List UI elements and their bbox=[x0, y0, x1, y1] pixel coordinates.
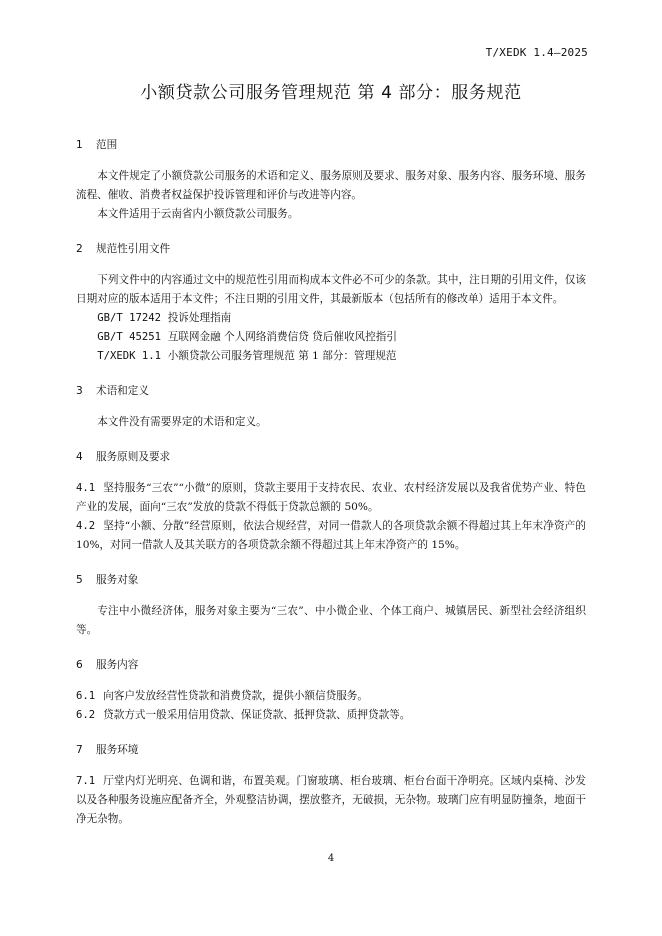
section-number: 4 bbox=[76, 451, 83, 463]
clause bbox=[76, 479, 586, 517]
paragraph: 下列文件中的内容通过文中的规范性引用而构成本文件必不可少的条款。其中，注日期的引用文件，仅该日期对应的版本适用于本文件；不注日期的引用文件，其最新版本（包括所有的修改单）适用于本文件。 bbox=[76, 274, 586, 305]
reference-name: 投诉处理指南 bbox=[167, 312, 232, 324]
clause-text: 厅堂内灯光明亮、色调和谐，布置美观。门窗玻璃、柜台玻璃、柜台台面干净明亮。区域内桌椅、沙发以及各种服务设施应配备齐全，外观整洁协调，摆放整齐，无破损，无杂物。玻璃门应有明显防撞条，地面干净无杂物。 bbox=[76, 775, 586, 825]
clause-text: 坚持服务“三农”“小微”的原则，贷款主要用于支持农民、农业、农村经济发展以及我省优势产业、特色产业的发展，面向“三农”发放的贷款不得低于贷款总额的 50%。 bbox=[76, 482, 586, 513]
section-title: 服务内容 bbox=[96, 659, 139, 671]
clause-text: 坚持“小额、分散”经营原则，依法合规经营，对同一借款人的各项贷款余额不得超过其上年末净资产的 10%，对同一借款人及其关联方的各项贷款余额不得超过其上年末净资产的 15%。 bbox=[76, 520, 586, 551]
section-number: 5 bbox=[76, 574, 83, 586]
paragraph: 本文件适用于云南省内小额贷款公司服务。 bbox=[97, 208, 299, 220]
clause bbox=[76, 517, 586, 555]
reference-item bbox=[76, 347, 586, 366]
section-title: 服务环境 bbox=[96, 744, 139, 756]
section-heading bbox=[76, 448, 586, 467]
section-heading bbox=[76, 656, 586, 675]
document-code: T/XEDK 1.4—2025 bbox=[485, 46, 588, 59]
section-heading bbox=[76, 136, 586, 155]
page-number: 4 bbox=[327, 853, 335, 864]
section-heading bbox=[76, 741, 586, 760]
section-title: 服务原则及要求 bbox=[96, 451, 171, 463]
reference-code: GB/T 45251 bbox=[97, 331, 161, 343]
clause-number: 6.1 bbox=[76, 690, 96, 702]
reference-code: T/XEDK 1.1 bbox=[97, 350, 161, 362]
document-body bbox=[76, 136, 586, 829]
section-heading bbox=[76, 382, 586, 401]
section-number: 2 bbox=[76, 243, 83, 255]
section-number: 6 bbox=[76, 659, 83, 671]
section-number: 1 bbox=[76, 139, 83, 151]
document-title: 小额贷款公司服务管理规范 第 4 部分：服务规范 bbox=[140, 83, 522, 103]
section-heading bbox=[76, 571, 586, 590]
section-title: 范围 bbox=[96, 139, 118, 151]
clause bbox=[76, 687, 586, 706]
paragraph: 专注中小微经济体，服务对象主要为“三农”、中小微企业、个体工商户、城镇居民、新型社会经济组织等。 bbox=[76, 605, 586, 636]
reference-item bbox=[76, 309, 586, 328]
section-number: 3 bbox=[76, 385, 83, 397]
reference-name: 小额贷款公司服务管理规范 第 1 部分：管理规范 bbox=[167, 350, 397, 362]
reference-item bbox=[76, 328, 586, 347]
section-number: 7 bbox=[76, 744, 83, 756]
section-title: 规范性引用文件 bbox=[96, 243, 171, 255]
section-title: 术语和定义 bbox=[96, 385, 149, 397]
clause-number: 7.1 bbox=[76, 775, 96, 787]
paragraph: 本文件没有需要界定的术语和定义。 bbox=[97, 416, 267, 428]
clause-number: 6.2 bbox=[76, 709, 96, 721]
clause-text: 贷款方式一般采用信用贷款、保证贷款、抵押贷款、质押贷款等。 bbox=[103, 709, 411, 721]
clause-text: 向客户发放经营性贷款和消费贷款，提供小额信贷服务。 bbox=[103, 690, 368, 702]
reference-name: 互联网金融 个人网络消费信贷 贷后催收风控指引 bbox=[167, 331, 397, 343]
clause bbox=[76, 706, 586, 725]
clause-number: 4.1 bbox=[76, 482, 96, 494]
section-heading bbox=[76, 240, 586, 259]
section-title: 服务对象 bbox=[96, 574, 139, 586]
clause bbox=[76, 772, 586, 829]
clause-number: 4.2 bbox=[76, 520, 96, 532]
reference-code: GB/T 17242 bbox=[97, 312, 161, 324]
paragraph: 本文件规定了小额贷款公司服务的术语和定义、服务原则及要求、服务对象、服务内容、服务环境、服务流程、催收、消费者权益保护投诉管理和评价与改进等内容。 bbox=[76, 170, 586, 201]
